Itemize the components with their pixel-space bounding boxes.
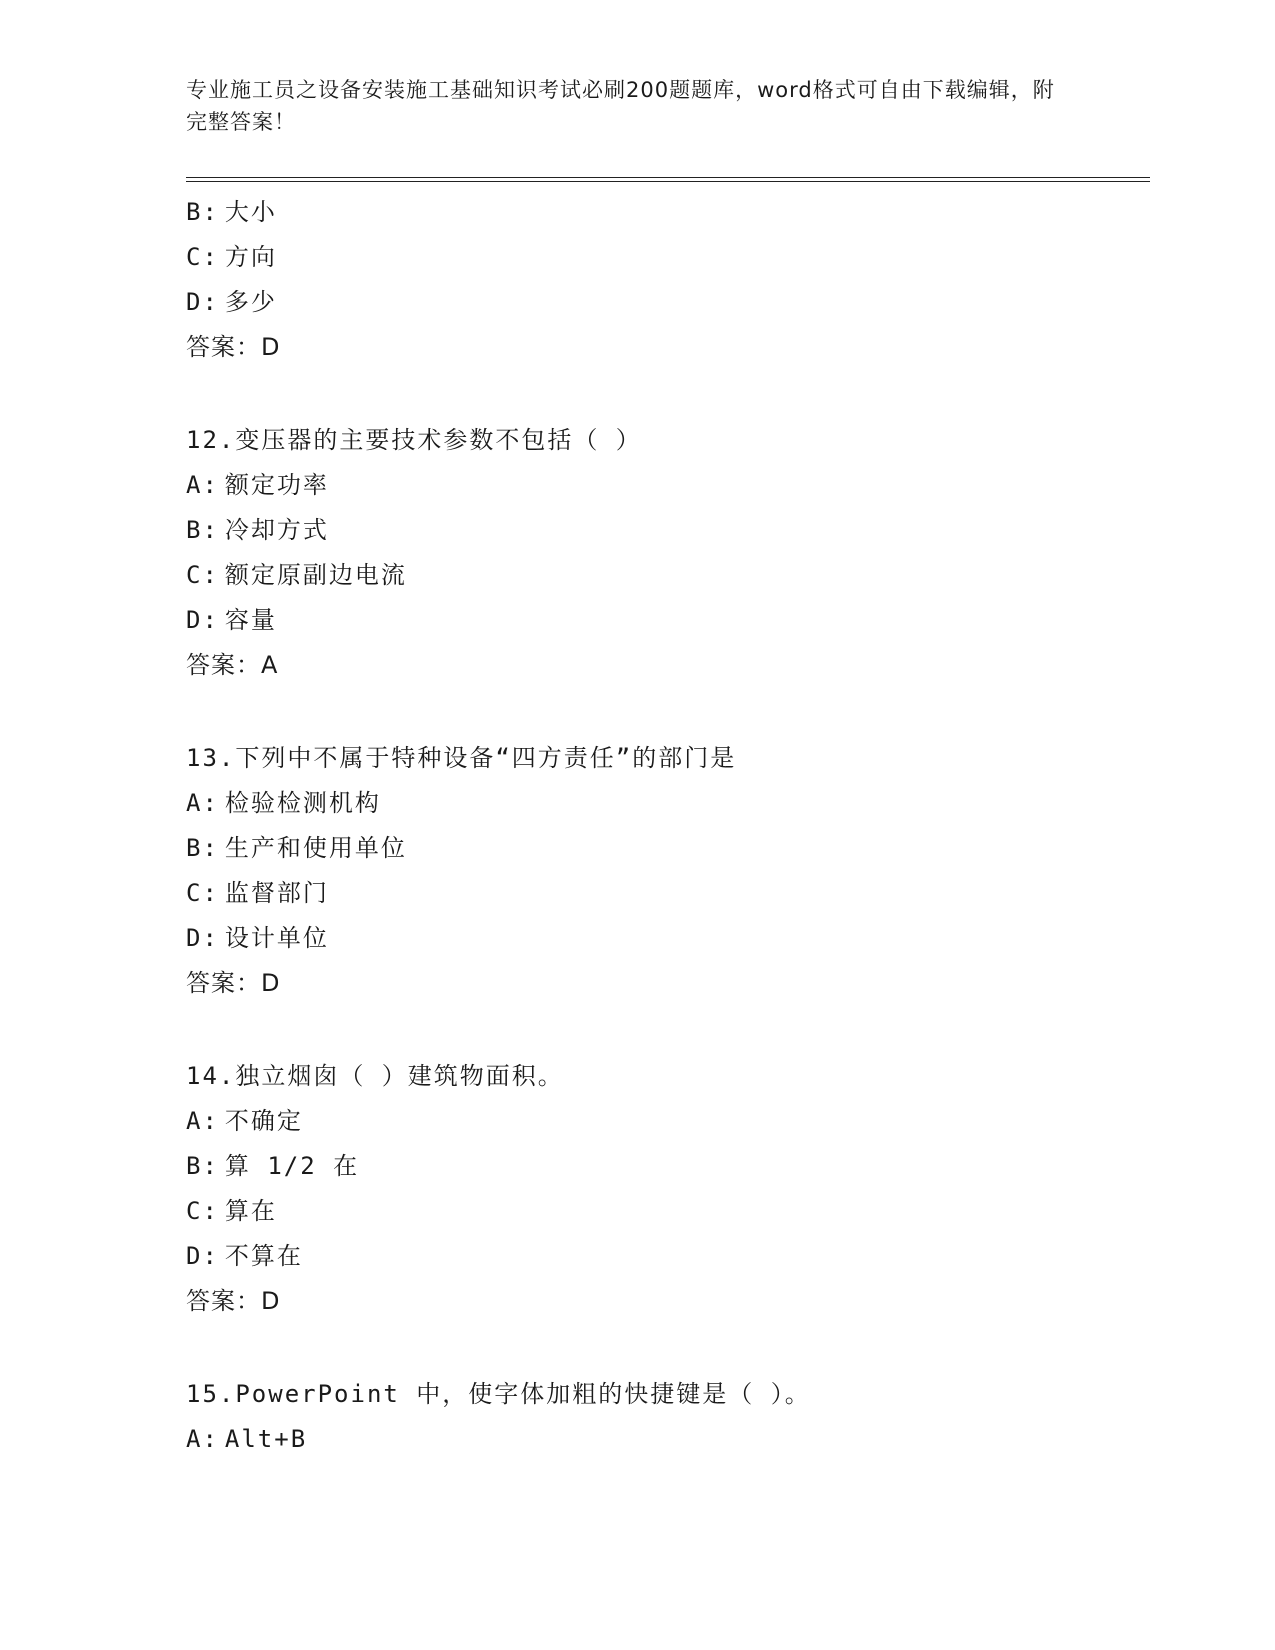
- header-divider-bottom: [186, 181, 1150, 182]
- question-list: [186, 190, 1150, 1462]
- option-a: A: 额定功率: [186, 471, 329, 499]
- question-14: [186, 1054, 1150, 1324]
- document-header: 专业施工员之设备安装施工基础知识考试必刷200题题库，word格式可自由下载编辑，附完整答案！: [186, 78, 1055, 134]
- answer: 答案：D: [186, 969, 281, 997]
- option-c: C: 额定原副边电流: [186, 561, 407, 589]
- option-b: B: 冷却方式: [186, 516, 329, 544]
- answer: 答案：D: [186, 333, 281, 361]
- option-b: B: 生产和使用单位: [186, 834, 407, 862]
- answer: 答案：D: [186, 1287, 281, 1315]
- option-b: B: 算 1/2 在: [186, 1152, 360, 1180]
- question-stem: 14.独立烟囱（ ）建筑物面积。: [186, 1062, 564, 1090]
- option-c: C: 方向: [186, 243, 277, 271]
- option-d: D: 容量: [186, 606, 277, 634]
- option-d: D: 多少: [186, 288, 277, 316]
- question-15: [186, 1372, 1150, 1462]
- option-b: B: 大小: [186, 198, 277, 226]
- option-a: A: 不确定: [186, 1107, 303, 1135]
- option-c: C: 算在: [186, 1197, 277, 1225]
- option-d: D: 不算在: [186, 1242, 303, 1270]
- question-13: [186, 736, 1150, 1006]
- question-partial: [186, 190, 1150, 370]
- question-stem: 12.变压器的主要技术参数不包括（ ）: [186, 426, 642, 454]
- option-d: D: 设计单位: [186, 924, 329, 952]
- question-stem: 15.PowerPoint 中，使字体加粗的快捷键是（ ）。: [186, 1380, 811, 1408]
- question-stem: 13.下列中不属于特种设备“四方责任”的部门是: [186, 744, 737, 772]
- option-a: A: Alt+B: [186, 1425, 308, 1453]
- option-c: C: 监督部门: [186, 879, 329, 907]
- option-a: A: 检验检测机构: [186, 789, 381, 817]
- question-12: [186, 418, 1150, 688]
- answer: 答案：A: [186, 651, 279, 679]
- header-divider-top: [186, 177, 1150, 178]
